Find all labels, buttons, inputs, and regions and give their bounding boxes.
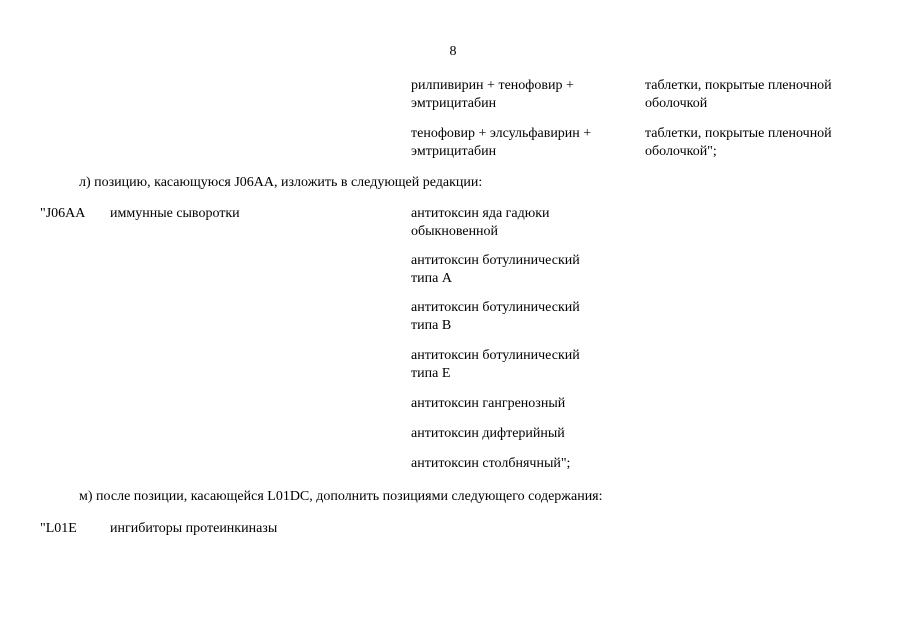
form-line: оболочкой"; [645,144,717,159]
form-line: оболочкой [645,96,708,111]
antitoxin-item-4 [411,347,580,383]
antitoxin-item-2 [411,252,580,288]
item-line: типа A [411,271,452,286]
item-line: антитоксин гангренозный [411,396,566,411]
atc-group-l01e: ингибиторы протеинкиназы [110,521,278,536]
paragraph-m: м) после позиции, касающейся L01DC, дополнить позициями следующего содержания: [79,489,603,504]
item-line: антитоксин ботулинический [411,253,580,268]
item-line: обыкновенной [411,224,499,239]
antitoxin-item-5 [411,395,565,413]
drug-name-elsulfavirine [411,125,591,161]
dosage-form-rilpivirine [645,77,832,113]
item-line: типа E [411,366,451,381]
antitoxin-item-1 [411,205,550,241]
dosage-form-elsulfavirine [645,125,832,161]
form-line: таблетки, покрытые пленочной [645,126,832,141]
atc-code-l01e: "L01E [40,521,77,536]
atc-group-j06aa: иммунные сыворотки [110,206,240,221]
antitoxin-item-3 [411,299,580,335]
drug-line: рилпивирин + тенофовир + [411,78,574,93]
item-line: типа B [411,318,452,333]
paragraph-l: л) позицию, касающуюся J06AA, изложить в следующей редакции: [79,175,483,190]
page-number: 8 [449,44,457,59]
drug-line: эмтрицитабин [411,96,497,111]
drug-name-rilpivirine [411,77,574,113]
item-line: антитоксин ботулинический [411,348,580,363]
antitoxin-item-7 [411,455,570,473]
drug-line: эмтрицитабин [411,144,497,159]
item-line: антитоксин столбнячный"; [411,456,571,471]
form-line: таблетки, покрытые пленочной [645,78,832,93]
item-line: антитоксин ботулинический [411,300,580,315]
antitoxin-item-6 [411,425,565,443]
item-line: антитоксин яда гадюки [411,206,550,221]
drug-line: тенофовир + элсульфавирин + [411,126,592,141]
atc-code-j06aa: "J06AA [40,206,86,221]
item-line: антитоксин дифтерийный [411,426,565,441]
